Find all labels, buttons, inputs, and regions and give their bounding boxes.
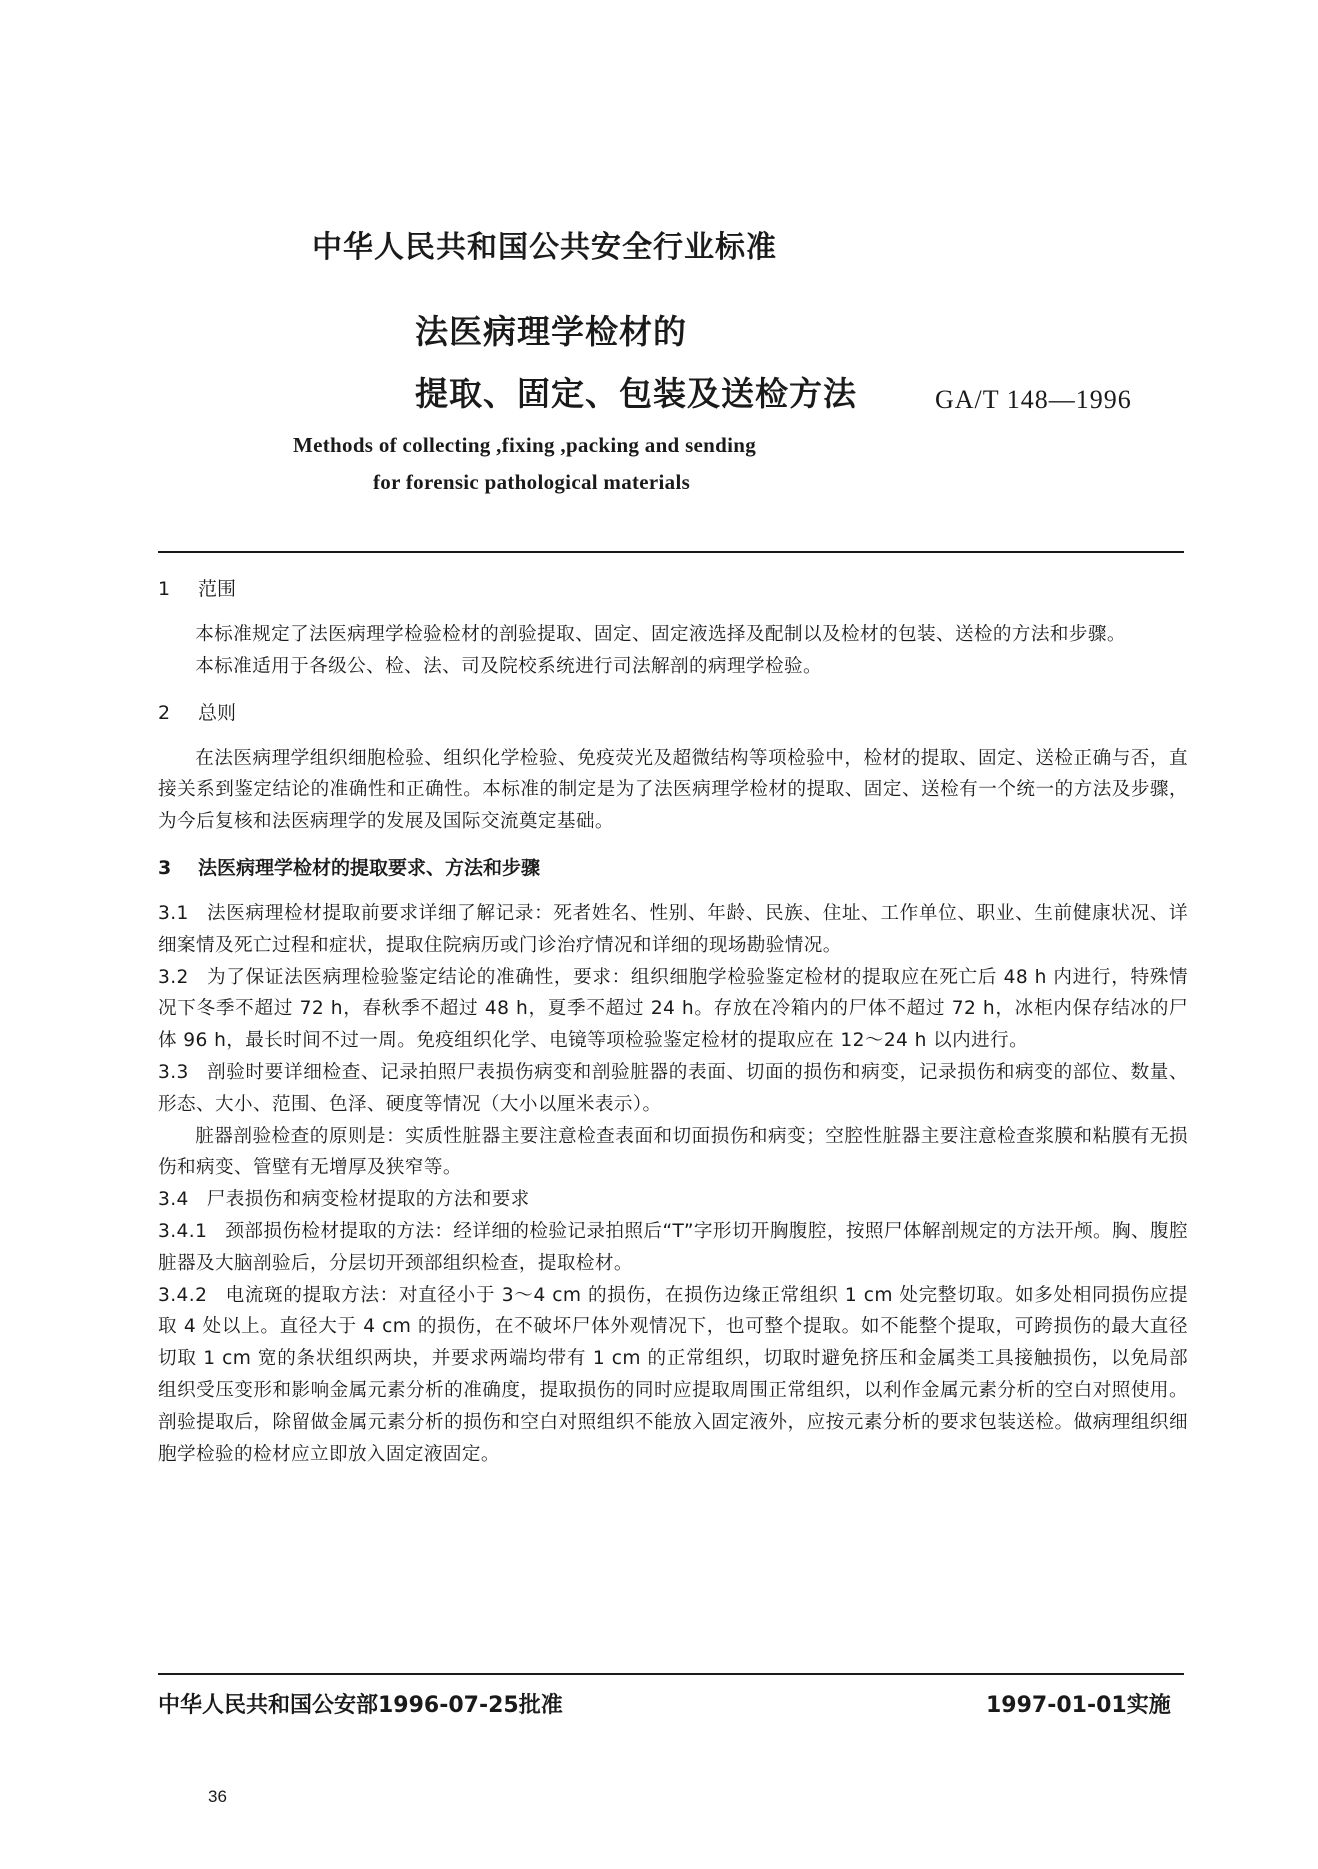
page-number: 36 [208,1787,227,1806]
clause-3-1 [158,898,1188,962]
approval-line: 中华人民共和国公安部1996-07-25批准 [158,1693,563,1718]
top-divider [158,551,1184,553]
clause-text: 尸表损伤和病变检材提取的方法和要求 [206,1189,530,1211]
bottom-divider [158,1673,1184,1675]
clause-number: 3.2 [158,966,189,988]
clause-number: 3.1 [158,902,189,924]
clause-text: 颈部损伤检材提取的方法：经详细的检验记录拍照后“T”字形切开胸腹腔，按照尸体解剖规定的方法开颅。胸、腹腔脏器及大脑剖验后，分层切开颈部组织检查，提取检材。 [158,1220,1188,1274]
effective-date: 1997-01-01实施 [986,1693,1171,1718]
section-number: 1 [158,578,171,600]
clause-text: 剖验时要详细检查、记录拍照尸表损伤病变和剖验脏器的表面、切面的损伤和病变，记录损伤和病变的部位、数量、形态、大小、范围、色泽、硬度等情况（大小以厘米表示）。 [158,1061,1188,1115]
clause-3-4-2 [158,1280,1188,1471]
section-number: 3 [158,856,172,879]
clause-number: 3.4.1 [158,1220,208,1242]
document-title-line2: 提取、固定、包装及送检方法 [415,374,857,413]
clause-3-2 [158,962,1188,1057]
clause-text: 为了保证法医病理检验鉴定结论的准确性，要求：组织细胞学检验鉴定检材的提取应在死亡后 48 h 内进行，特殊情况下冬季不超过 72 h，春秋季不超过 48 h，夏季不超过 24 h。存放在冷箱内的尸体不超过 72 h，冰柜内保存结冰的尸体 96 h，最长时间不过一周。免疫组织化学、电镜等项检验鉴定检材的提取应在 12～24 h 以内进行。 [158,966,1188,1052]
clause-3-3 [158,1057,1188,1121]
section-3-heading [158,852,1188,884]
clause-number: 3.4 [158,1189,189,1211]
english-title-line2: for forensic pathological materials [373,470,691,494]
clause-3-4 [158,1184,1188,1216]
clause-3-4-1 [158,1216,1188,1280]
clause-text: 电流斑的提取方法：对直径小于 3～4 cm 的损伤，在损伤边缘正常组织 1 cm 处完整切取。如多处相同损伤应提取 4 处以上。直径大于 4 cm 的损伤，在不破坏尸体外观情况下，也可整个提取。如不能整个提取，可跨损伤的最大直径切取 1 cm 宽的条状组织两块，并要求两端均带有 1 cm 的正常组织，切取时避免挤压和金属类工具接触损伤，以免局部组织受压变形和影响金属元素分析的准确度，提取损伤的同时应提取周围正常组织，以利作金属元素分析的空白对照使用。剖验提取后，除留做金属元素分析的损伤和空白对照组织不能放入固定液外，应按元素分析的要求包装送检。做病理组织细胞学检验的检材应立即放入固定液固定。 [158,1284,1188,1465]
section-1-heading [158,573,1188,605]
section-title: 范围 [198,578,237,600]
clause-text: 法医病理检材提取前要求详细了解记录：死者姓名、性别、年龄、民族、住址、工作单位、职业、生前健康状况、详细案情及死亡过程和症状，提取住院病历或门诊治疗情况和详细的现场勘验情况。 [158,902,1188,956]
standard-code: GA/T 148—1996 [935,385,1132,414]
standard-type-heading: 中华人民共和国公共安全行业标准 [312,230,777,265]
clause-number: 3.3 [158,1061,189,1083]
paragraph: 在法医病理学组织细胞检验、组织化学检验、免疫荧光及超微结构等项检验中，检材的提取、固定、送检正确与否，直接关系到鉴定结论的准确性和正确性。本标准的制定是为了法医病理学检材的提取、固定、送检有一个统一的方法及步骤，为今后复核和法医病理学的发展及国际交流奠定基础。 [158,747,1188,833]
section-title: 总则 [198,701,237,724]
section-2-heading [158,697,1188,729]
clause-number: 3.4.2 [158,1284,208,1306]
english-title-line1: Methods of collecting ,fixing ,packing and sending [293,433,757,457]
section-number: 2 [158,701,171,724]
document-title-line1: 法医病理学检材的 [415,312,687,351]
paragraph: 脏器剖验检查的原则是：实质性脏器主要注意检查表面和切面损伤和病变；空腔性脏器主要注意检查浆膜和粘膜有无损伤和病变、管壁有无增厚及狭窄等。 [158,1125,1188,1179]
document-body [158,573,1188,1470]
paragraph: 本标准规定了法医病理学检验检材的剖验提取、固定、固定液选择及配制以及检材的包装、送检的方法和步骤。 [195,624,1126,645]
section-title: 法医病理学检材的提取要求、方法和步骤 [198,856,541,879]
paragraph: 本标准适用于各级公、检、法、司及院校系统进行司法解剖的病理学检验。 [195,655,822,677]
